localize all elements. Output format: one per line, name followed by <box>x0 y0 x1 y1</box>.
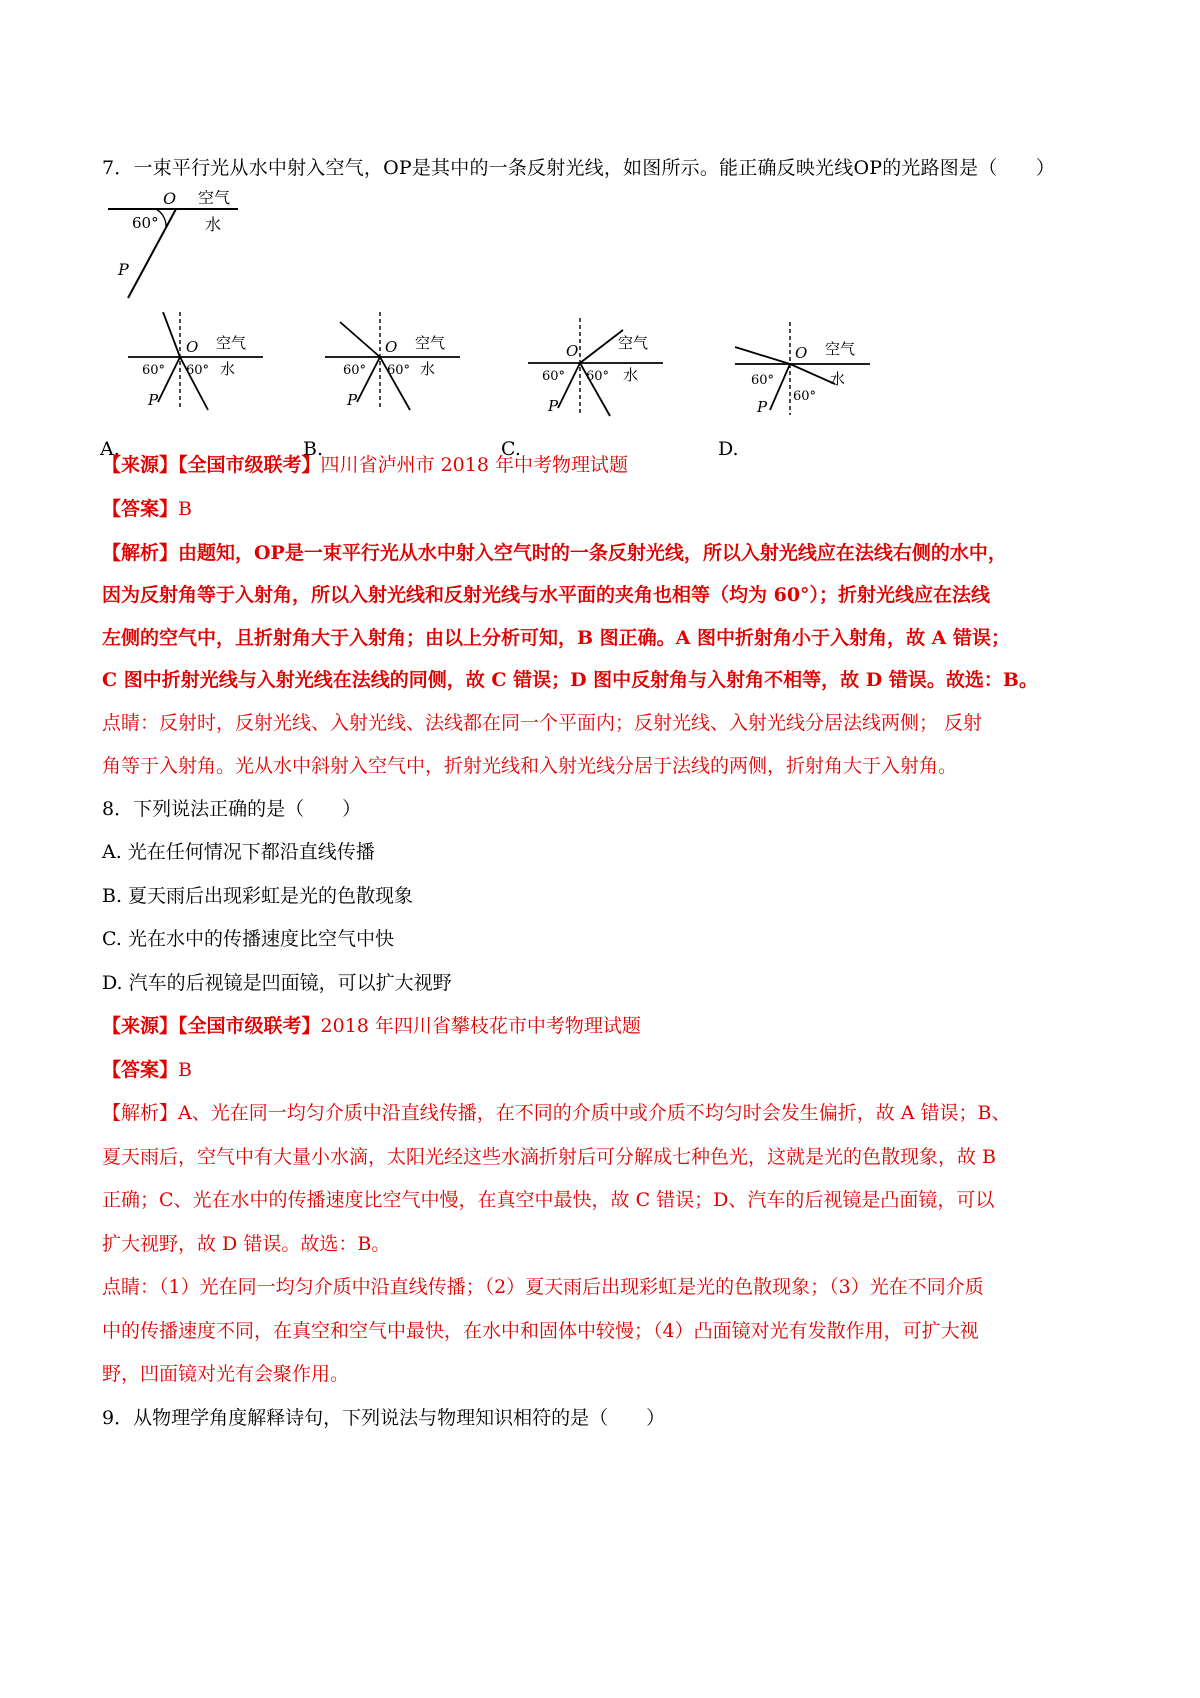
option-d-figure <box>735 322 875 417</box>
question-8-analysis-line-2: 夏天雨后，空气中有大量小水滴，太阳光经这些水滴折射后可分解成七种色光，这就是光的色散现象，故 B <box>102 1146 997 1168</box>
question-8-source: 【来源】【全国市级联考】2018 年四川省攀枝花市中考物理试题 <box>102 1015 641 1037</box>
svg-text:P: P <box>757 398 768 416</box>
svg-text:P: P <box>548 397 559 415</box>
svg-text:P: P <box>347 391 358 409</box>
svg-text:O: O <box>186 338 199 356</box>
question-8-option-a: A. 光在任何情况下都沿直线传播 <box>102 841 375 863</box>
fig-label-o: O <box>163 190 177 208</box>
question-8-note-line-1: 点睛：（1）光在同一均匀介质中沿直线传播；（2）夏天雨后出现彩虹是光的色散现象；（3）光在不同介质 <box>102 1276 984 1298</box>
svg-text:P: P <box>148 391 159 409</box>
question-9-stem: 9．从物理学角度解释诗句，下列说法与物理知识相符的是（ ） <box>102 1407 666 1429</box>
question-7-answer: 【答案】B <box>102 498 192 520</box>
option-a-figure <box>128 312 268 412</box>
question-8-note-line-3: 野，凹面镜对光有会聚作用。 <box>102 1363 350 1385</box>
fig-label-p: P <box>118 260 129 279</box>
svg-text:60°: 60° <box>542 369 566 384</box>
fig-label-angle: 60° <box>132 214 159 232</box>
fig-label-water: 水 <box>205 215 222 234</box>
question-8-note-line-2: 中的传播速度不同，在真空和空气中最快，在水中和固体中较慢；（4）凸面镜对光有发散作用，可扩大视 <box>102 1320 979 1342</box>
fig-label-air: 空气 <box>198 190 231 207</box>
svg-text:水: 水 <box>220 360 236 378</box>
svg-text:空气: 空气 <box>415 334 446 352</box>
question-8-option-b: B. 夏天雨后出现彩虹是光的色散现象 <box>102 885 414 907</box>
svg-text:60°: 60° <box>751 373 775 388</box>
question-7-analysis-line-1: 【解析】由题知，OP是一束平行光从水中射入空气时的一条反射光线，所以入射光线应在法线右侧的水中， <box>102 542 1007 564</box>
svg-text:O: O <box>566 342 579 360</box>
option-a-label: A. <box>100 438 120 460</box>
svg-text:水: 水 <box>420 360 436 378</box>
svg-text:水: 水 <box>830 370 846 388</box>
svg-text:空气: 空气 <box>618 334 649 352</box>
question-7-note-line-2: 角等于入射角。光从水中斜射入空气中，折射光线和入射光线分居于法线的两侧，折射角大于入射角。 <box>102 755 958 777</box>
question-7-note-line-1: 点睛：反射时，反射光线、入射光线、法线都在同一个平面内；反射光线、入射光线分居法线两侧； 反射 <box>102 712 983 734</box>
svg-text:60°: 60° <box>793 389 817 404</box>
svg-text:60°: 60° <box>387 363 411 378</box>
question-8-analysis-line-4: 扩大视野，故 D 错误。故选：B。 <box>102 1233 391 1255</box>
option-c-figure <box>528 318 668 418</box>
svg-text:空气: 空气 <box>216 334 247 352</box>
question-7-main-figure <box>108 190 258 300</box>
svg-text:60°: 60° <box>586 369 610 384</box>
question-8-analysis-line-3: 正确；C、光在水中的传播速度比空气中慢，在真空中最快，故 C 错误；D、汽车的后视镜是凸面镜，可以 <box>102 1189 995 1211</box>
question-8-analysis-line-1: 【解析】A、光在同一均匀介质中沿直线传播，在不同的介质中或介质不均匀时会发生偏折，故 A 错误；B、 <box>102 1102 1011 1124</box>
svg-text:60°: 60° <box>343 363 367 378</box>
svg-text:60°: 60° <box>186 363 210 378</box>
question-8-option-d: D. 汽车的后视镜是凹面镜，可以扩大视野 <box>102 972 452 994</box>
question-7-source: 【来源】【全国市级联考】四川省泸州市 2018 年中考物理试题 <box>102 454 628 476</box>
question-8-option-c: C. 光在水中的传播速度比空气中快 <box>102 928 394 950</box>
option-b-figure <box>325 312 465 412</box>
svg-text:60°: 60° <box>142 363 166 378</box>
svg-text:O: O <box>385 338 398 356</box>
option-b-label: B. <box>303 438 324 460</box>
question-7-stem: 7．一束平行光从水中射入空气，OP是其中的一条反射光线，如图所示。能正确反映光线OP的光路图是（ ） <box>102 157 1056 179</box>
svg-text:空气: 空气 <box>825 340 856 358</box>
question-7-analysis-line-3: 左侧的空气中，且折射角大于入射角；由以上分析可知，B 图正确。A 图中折射角小于入射角，故 A 错误； <box>102 627 1011 649</box>
svg-text:O: O <box>795 344 808 362</box>
question-7-analysis-line-4: C 图中折射光线与入射光线在法线的同侧，故 C 错误；D 图中反射角与入射角不相等，故 D 错误。故选：B。 <box>102 669 1038 691</box>
question-8-stem: 8．下列说法正确的是（ ） <box>102 798 362 820</box>
option-d-label: D. <box>718 438 739 460</box>
svg-text:水: 水 <box>623 366 639 384</box>
question-8-answer: 【答案】B <box>102 1059 192 1081</box>
question-7-analysis-line-2: 因为反射角等于入射角，所以入射光线和反射光线与水平面的夹角也相等（均为 60°）；折射光线应在法线 <box>102 584 991 606</box>
option-c-label: C. <box>501 438 521 460</box>
